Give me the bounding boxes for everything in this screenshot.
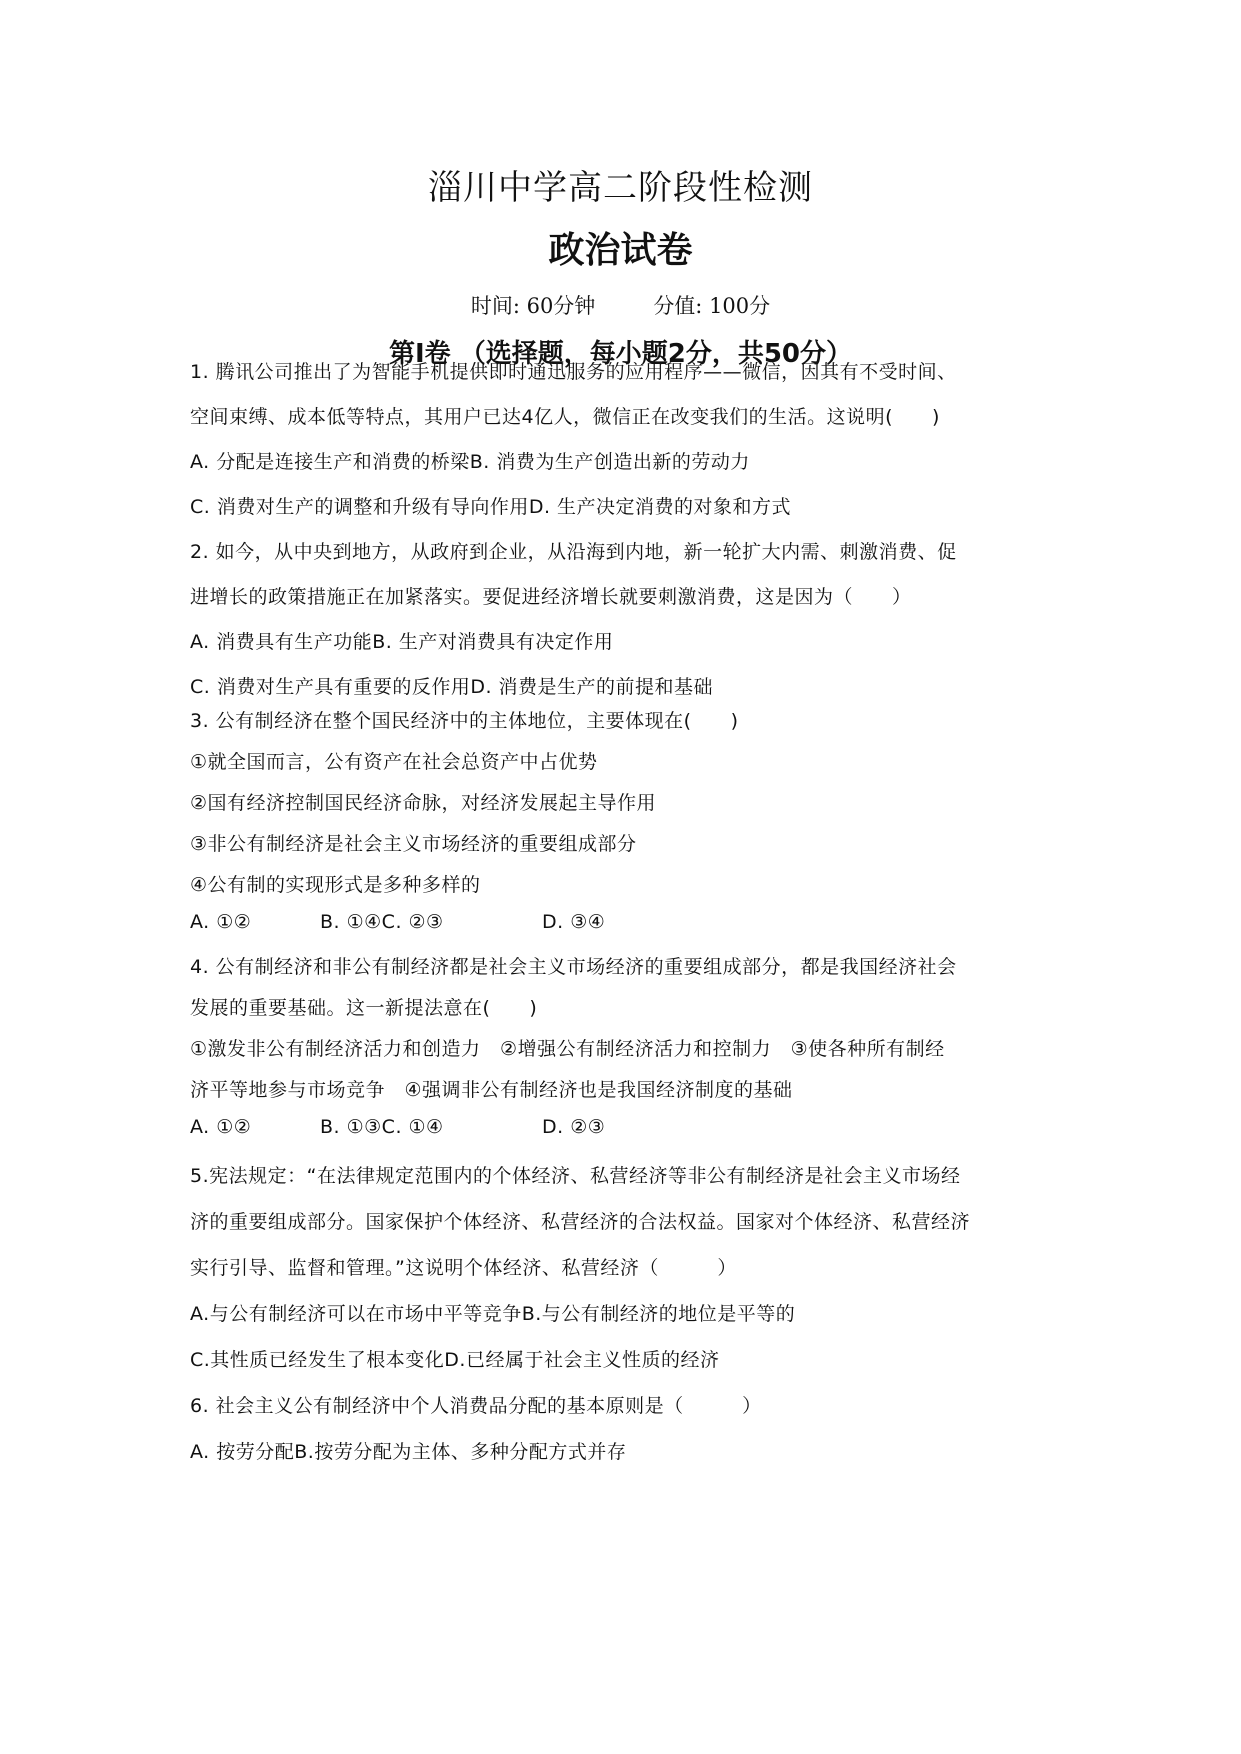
subject-title: 政治试卷 [548,230,693,271]
question-4-stem-line: 4. 公有制经济和非公有制经济都是社会主义市场经济的重要组成部分，都是我国经济社会 [190,956,957,978]
time-label: 时间: 60分钟 [470,294,596,318]
section-title: 第Ⅰ卷 （选择题，每小题2分，共50分） [389,339,852,369]
question-6-option-line: A. 按劳分配B.按劳分配为主体、多种分配方式并存 [190,1441,627,1463]
question-1-option-line: C. 消费对生产的调整和升级有导向作用D. 生产决定消费的对象和方式 [190,496,792,518]
question-5-stem-line: 实行引导、监督和管理。”这说明个体经济、私营经济（ ） [190,1257,737,1279]
question-3-item: ②国有经济控制国民经济命脉，对经济发展起主导作用 [190,792,657,814]
score-label: 分值: 100分 [653,294,771,318]
question-2-stem-line: 2. 如今，从中央到地方，从政府到企业，从沿海到内地，新一轮扩大内需、刺激消费、促 [190,541,957,563]
question-6-stem-line: 6. 社会主义公有制经济中个人消费品分配的基本原则是（ ） [190,1395,762,1417]
question-1-stem-line: 空间束缚、成本低等特点，其用户已达4亿人，微信正在改变我们的生活。这说明( ) [190,406,940,428]
question-5-stem-line: 5.宪法规定：“在法律规定范围内的个体经济、私营经济等非公有制经济是社会主义市场经 [190,1165,961,1187]
question-4-option: D. ②③ [542,1116,606,1138]
exam-meta [0,290,1241,320]
question-3-item: ①就全国而言，公有资产在社会总资产中占优势 [190,751,598,773]
question-1-stem-line: 1. 腾讯公司推出了为智能手机提供即时通迅服务的应用程序——微信，因其有不受时间、 [190,361,957,383]
question-4-item: ①激发非公有制经济活力和创造力 ②增强公有制经济活力和控制力 ③使各种所有制经 [190,1038,945,1060]
question-3-item: ③非公有制经济是社会主义市场经济的重要组成部分 [190,833,637,855]
question-3-option: D. ③④ [542,911,606,933]
question-5-option-line: C.其性质已经发生了根本变化D.已经属于社会主义性质的经济 [190,1349,720,1371]
question-3-option: A. ①② [190,911,252,933]
question-2-option-line: C. 消费对生产具有重要的反作用D. 消费是生产的前提和基础 [190,676,714,698]
question-3-item: ④公有制的实现形式是多种多样的 [190,874,481,896]
question-3-stem-line: 3. 公有制经济在整个国民经济中的主体地位，主要体现在( ) [190,710,739,732]
question-4-options [190,1116,1070,1138]
question-4-option: A. ①② [190,1116,252,1138]
question-5-stem-line: 济的重要组成部分。国家保护个体经济、私营经济的合法权益。国家对个体经济、私营经济 [190,1211,971,1233]
question-5-option-line: A.与公有制经济可以在市场中平等竞争B.与公有制经济的地位是平等的 [190,1303,796,1325]
question-4-option: B. ①③C. ①④ [320,1116,444,1138]
question-3-options [190,911,1070,933]
question-4-item: 济平等地参与市场竞争 ④强调非公有制经济也是我国经济制度的基础 [190,1079,793,1101]
question-2-option-line: A. 消费具有生产功能B. 生产对消费具有决定作用 [190,631,614,653]
question-1-option-line: A. 分配是连接生产和消费的桥梁B. 消费为生产创造出新的劳动力 [190,451,750,473]
question-2-stem-line: 进增长的政策措施正在加紧落实。要促进经济增长就要刺激消费，这是因为（ ） [190,586,912,608]
question-4-stem-line: 发展的重要基础。这一新提法意在( ) [190,997,538,1019]
question-3-option: B. ①④C. ②③ [320,911,444,933]
school-title: 淄川中学高二阶段性检测 [428,168,813,208]
